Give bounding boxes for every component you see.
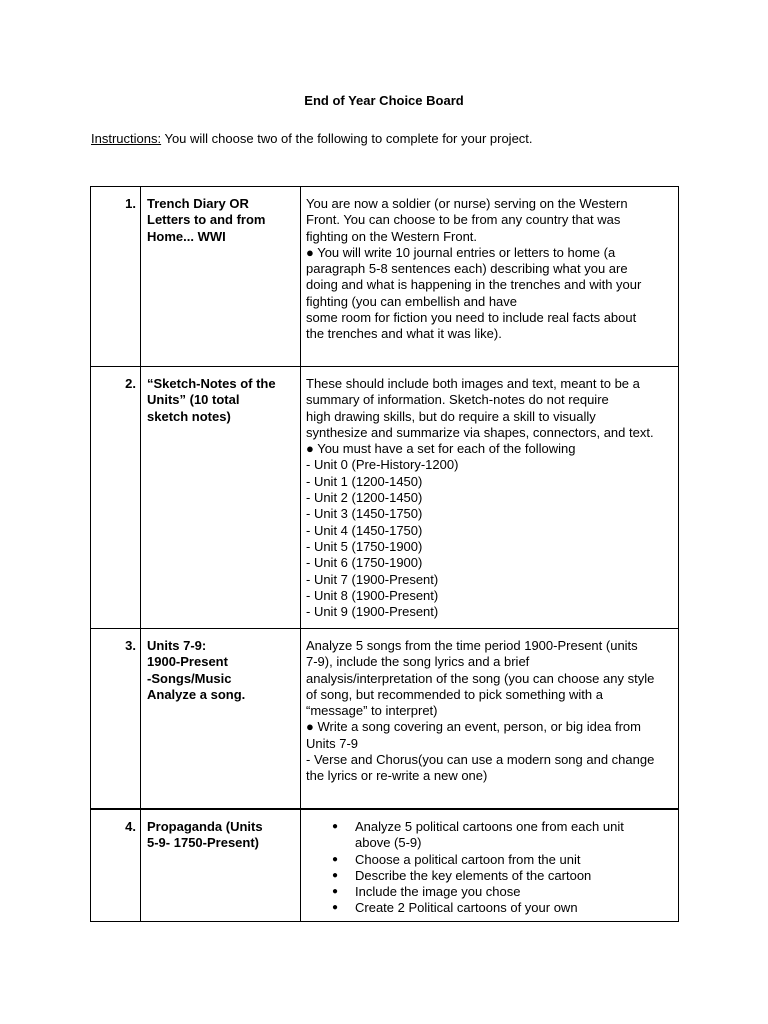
desc-line: - Unit 1 (1200-1450) [306,473,423,489]
row-number: 2. [91,367,141,629]
title-line: “Sketch-Notes of the [147,376,276,391]
desc-line: - Unit 5 (1750-1900) [306,538,423,554]
desc-line: - Unit 9 (1900-Present) [306,604,439,620]
desc-line: fighting (you can embellish and have [306,293,518,309]
desc-line: - Unit 6 (1750-1900) [306,555,423,571]
instructions [91,131,533,147]
row-title [141,629,301,810]
bullet-list [306,819,672,917]
title-line: 1900-Present [147,654,228,670]
title-line: Letters to and from [147,212,266,228]
desc-line: the lyrics or re-write a new one) [306,768,488,784]
desc-line: summary of information. Sketch-notes do not require [306,392,609,408]
desc-line: “message” to interpret) [306,703,438,719]
desc-line: paragraph 5-8 sentences each) describing what you are [306,261,628,277]
choice-board-table [90,186,679,922]
bullet-item: ● Describe the key elements of the cartoon [351,868,672,884]
desc-line: synthesize and summarize via shapes, connectors, and text. [306,424,654,440]
desc-line: fighting on the Western Front. [306,228,478,244]
desc-line: of song, but recommended to pick something with a [306,686,603,702]
title-line: Propaganda (Units [147,819,263,834]
desc-line: - Unit 0 (Pre-History-1200) [306,457,459,473]
desc-line: - Unit 4 (1450-1750) [306,522,423,538]
title-line: 5-9- 1750-Present) [147,835,259,851]
desc-line: - Unit 3 (1450-1750) [306,506,423,522]
desc-line: Analyze 5 songs from the time period 1900-Present (units [306,638,638,653]
table-row [91,187,679,367]
desc-line: ● You must have a set for each of the following [306,441,576,457]
row-description [301,367,679,629]
title-line: -Songs/Music [147,670,232,686]
bullet-item: ● Create 2 Political cartoons of your own [351,900,672,916]
desc-line: the trenches and what it was like). [306,326,502,342]
desc-line: analysis/interpretation of the song (you can choose any style [306,670,655,686]
table-row [91,367,679,629]
bullet-item: ● Include the image you chose [351,884,672,900]
desc-line: These should include both images and text, meant to be a [306,376,640,391]
title-line: Units” (10 total [147,392,240,408]
bullet-item: ● Choose a political cartoon from the unit [351,852,672,868]
page-title: End of Year Choice Board [304,93,464,108]
desc-line: - Unit 8 (1900-Present) [306,587,439,603]
title-line: Units 7-9: [147,638,207,653]
row-title [141,809,301,922]
desc-line: ● Write a song covering an event, person, or big idea from [306,719,641,735]
bullet-item: ● Analyze 5 political cartoons one from each unit [351,819,672,835]
desc-line: - Verse and Chorus(you can use a modern song and change [306,752,655,768]
bullet-continuation: above (5-9) [355,835,422,851]
desc-line: Front. You can choose to be from any country that was [306,212,621,228]
instructions-label: Instructions: [91,131,162,146]
desc-line: You are now a soldier (or nurse) serving on the Western [306,196,628,211]
title-line: Home... WWI [147,228,226,244]
row-title [141,367,301,629]
desc-line: Units 7-9 [306,735,359,751]
desc-line: ● You will write 10 journal entries or letters to home (a [306,244,616,260]
row-number: 1. [91,187,141,367]
desc-line: high drawing skills, but do require a skill to visually [306,408,596,424]
row-number: 4. [91,809,141,922]
title-line: Analyze a song. [147,686,246,702]
desc-line: doing and what is happening in the trenches and with your [306,277,642,293]
title-line: Trench Diary OR [147,196,249,211]
desc-line: 7-9), include the song lyrics and a brief [306,654,530,670]
desc-line: - Unit 7 (1900-Present) [306,571,439,587]
desc-line: - Unit 2 (1200-1450) [306,490,423,506]
row-description [301,187,679,367]
row-number: 3. [91,629,141,810]
table-row [91,629,679,810]
title-line: sketch notes) [147,408,231,424]
table-row [91,809,679,922]
desc-line: some room for fiction you need to include real facts about [306,310,637,326]
row-description [301,629,679,810]
row-description [301,809,679,922]
instructions-text: You will choose two of the following to complete for your project. [161,131,533,146]
row-title [141,187,301,367]
